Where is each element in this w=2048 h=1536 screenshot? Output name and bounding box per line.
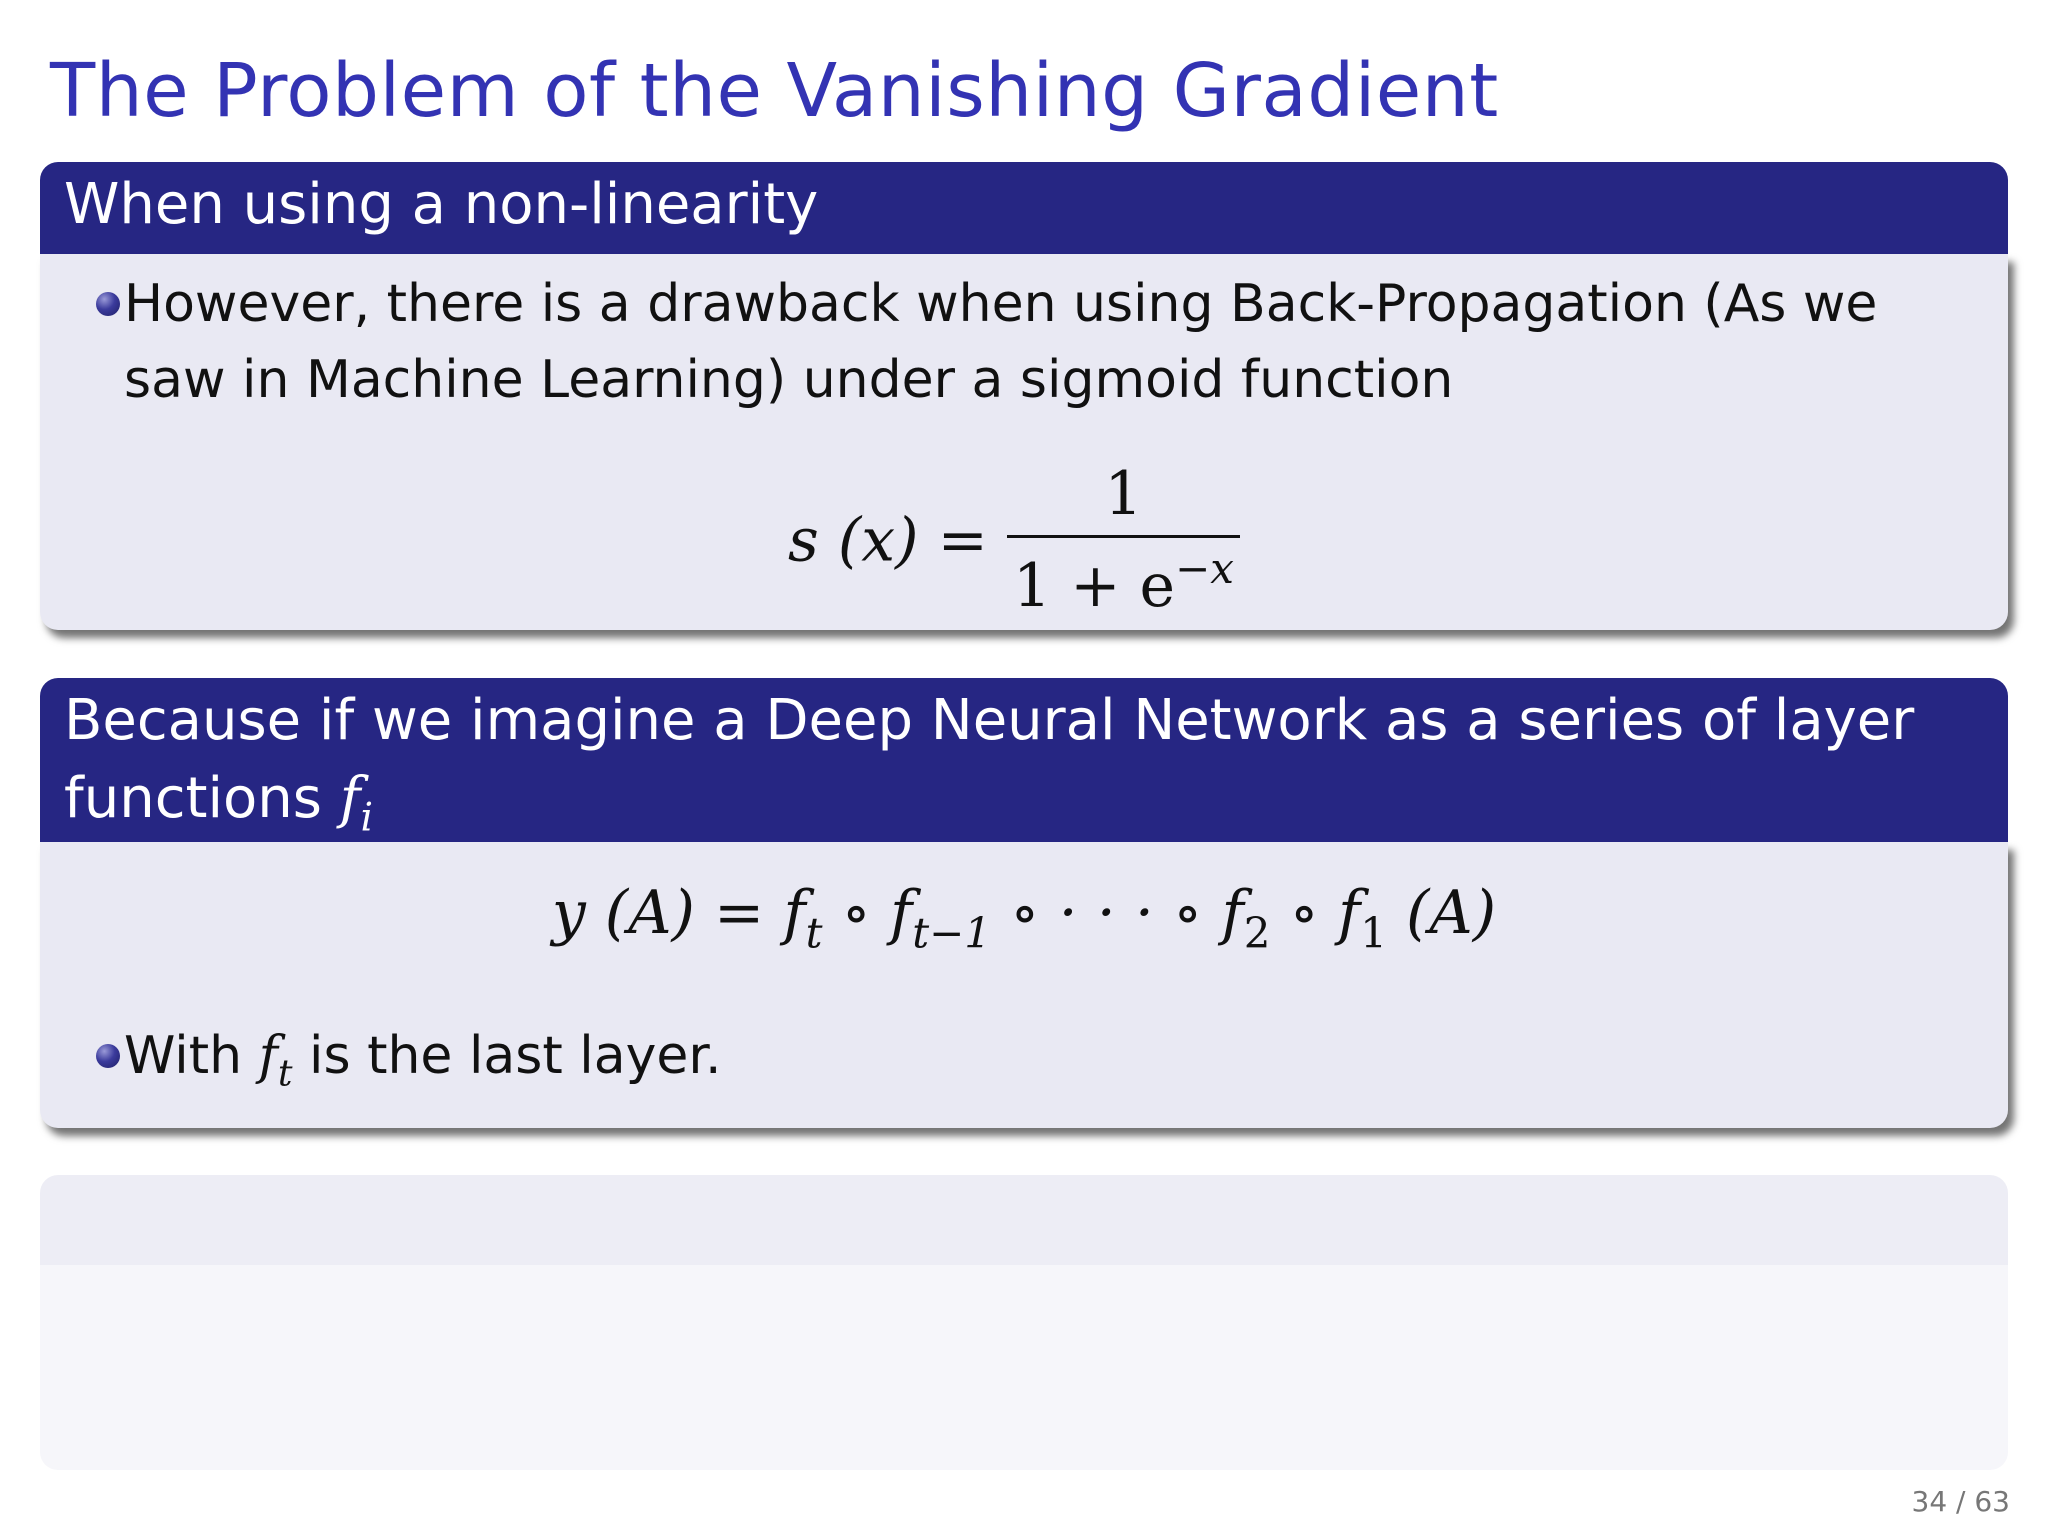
- bullet-pre: With: [124, 1026, 243, 1086]
- page-number: 34 / 63: [1911, 1485, 2010, 1518]
- denominator-base: 1 + e: [1012, 551, 1176, 622]
- composition-formula-text: y $(A) = f_t$ ∘ $f_{t-1}$ ∘ · · · ∘ $f_2$ ∘ $f_1$ (A): [551, 878, 1497, 958]
- bullet-line-2: saw in Machine Learning) under a sigmoid function: [124, 350, 1454, 410]
- bullet-line-1: However, there is a drawback when using Back-Propagation (As we: [124, 274, 1878, 334]
- bullet-post: is the last layer.: [309, 1026, 722, 1086]
- formula-numerator: 1: [1104, 459, 1143, 529]
- bullet-icon: [96, 1044, 120, 1068]
- header-math-f: f: [339, 766, 361, 831]
- bullet-drawback: [124, 266, 1877, 418]
- composition-formula: [40, 878, 2008, 958]
- faded-block-header: [40, 1175, 2008, 1265]
- header-math-sub: i: [360, 795, 374, 841]
- formula-denominator: [1007, 538, 1240, 621]
- bullet-math-sub: t: [277, 1051, 293, 1095]
- header-line-1: Because if we imagine a Deep Neural Network as a series of layer: [64, 688, 1915, 753]
- header-line-2-text: functions: [64, 766, 322, 831]
- formula-fraction: [1007, 459, 1240, 621]
- bullet-icon: [96, 292, 120, 316]
- block-non-linearity: [40, 162, 2008, 630]
- block-body: [40, 254, 2008, 630]
- block-deep-network: [40, 678, 2008, 1128]
- bullet-math-f: f: [258, 1026, 278, 1086]
- formula-lhs: s (x) =: [788, 505, 988, 576]
- block-header: When using a non-linearity: [40, 162, 2008, 254]
- block-header: [40, 678, 2008, 842]
- bullet-last-layer: [124, 1018, 722, 1112]
- denominator-exponent: −x: [1175, 544, 1234, 593]
- slide-title: The Problem of the Vanishing Gradient: [50, 48, 1499, 134]
- sigmoid-formula: [40, 459, 2008, 621]
- block-body: [40, 842, 2008, 1128]
